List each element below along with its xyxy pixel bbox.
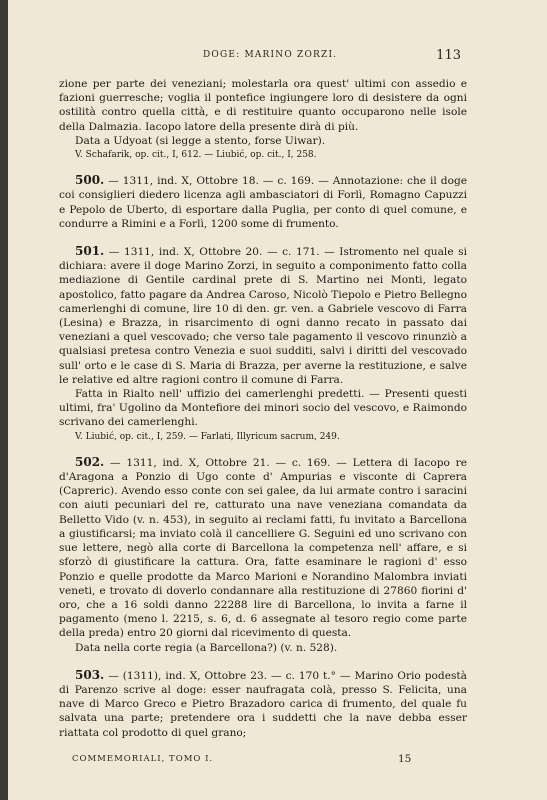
footer-signature: 15: [398, 753, 412, 765]
entry-text: — 1311, ind. X, Ottobre 20. — c. 171. — Istromento nel quale si dichiara: avere il doge Marino Zorzi, in seguito a componimento fatto colla mediazione di Gentile cardinal prete di S. Martino nei Monti, legato apostolico, fatto pagare da Andrea Caroso, Nicolò Tiepolo e Pietro Bellegno camerlenghi di comune, lire 10 di den. gr. ven. a Gabriele vescovo di Farra (Lesina) e Brazza, in risarcimento di ogni danno recato in passato dai veneziani a quel vescovado; che verso tale pagamento il vescovo rinunziò a qualsiasi pretesa contro Venezia e suoi sudditi, salvi i diritti del vescovado sull' orto e le case di S. Maria di Brazza, per averne la restituzione, e salve le relative ed altre ragioni contro il comune di Farra.: [59, 246, 467, 386]
intro-paragraph: zione per parte dei veneziani; molestarla ora quest' ultimi con assedio e fazioni guerresche; voglia il pontefice ingiungere loro di desistere da ogni ostilità contro quella città, e di restituire quanto occuparono nelle isole della Dalmazia. Iacopo latore della presente dirà di più.: [59, 78, 467, 133]
entry-number: 502.: [75, 454, 105, 469]
intro-source: V. Schafarik, op. cit., I, 612. — Liubić, op. cit., I, 258.: [75, 150, 317, 161]
entry-text: — 1311, ind. X, Ottobre 18. — c. 169. — Annotazione: che il doge coi consiglieri diedero licenza agli ambasciatori di Forlì, Romagno Capuzzi e Pepolo de Uberto, di esportare dalla Puglia, per conto di quel comune, e condurre a Rimini e a Forlì, 1200 some di frumento.: [59, 175, 467, 230]
footer-volume: COMMEMORIALI, TOMO I.: [72, 754, 214, 764]
header-title: DOGE: MARINO ZORZI.: [203, 50, 338, 60]
entry-number: 501.: [75, 244, 105, 259]
running-footer: [8, 754, 547, 770]
entry-501-extra: Fatta in Rialto nell' uffizio dei camerlenghi predetti. — Presenti questi ultimi, fra' Ugolino da Montefiore dei minori socio del vescovo, e Raimondo scrivano dei camerlenghi.: [59, 388, 467, 429]
page-body: [59, 77, 467, 740]
entry-502-extra: Data nella corte regia (a Barcellona?) (v. n. 528).: [75, 641, 338, 654]
intro-date-line: Data a Udyoat (si legge a stento, forse Uiwar).: [75, 134, 326, 147]
page-number: 113: [436, 48, 461, 63]
entry-503: [59, 668, 467, 740]
running-header: [8, 48, 547, 66]
entry-text: — 1311, ind. X, Ottobre 21. — c. 169. — Lettera di Iacopo re d'Aragona a Ponzio di Ugo conte d' Ampurias e visconte di Caprera (Capreric). Avendo esso conte con sei galee, da lui armate contro i saracini con aiuti pecuniari del re, catturato una nave veneziana comandata da Belletto Vido (v. n. 453), in seguito ai reclami fatti, fu invitato a Barcellona a giustificarsi; ma inviato colà il cancelliere G. Seguini ed uno scrivano con sue lettere, negò alla corte di Barcellona la competenza nell' affare, e si sforzò di giustificare la cattura. Ora, fatte esaminare le ragioni d' esso Ponzio e quelle prodotte da Marco Marioni e Norandino Malombra inviati veneti, e trovato di doverlo condannare alla restituzione di 27860 fiorini d' oro, che a 16 soldi danno 22288 lire di Barcellona, lo invita a farne il pagamento (meno l. 2215, s. 6, d. 6 assegnate al tesoro regio come parte della preda) entro 20 giorni dal ricevimento di questa.: [59, 456, 467, 640]
entry-500: [59, 173, 467, 231]
entry-text: — (1311), ind. X, Ottobre 23. — c. 170 t.° — Marino Orio podestà di Parenzo scrive al doge: esser naufragata colà, presso S. Felicita, una nave di Marco Greco e Pietro Brazadoro carica di frumento, del quale fu salvata una parte; pretendere ora i suddetti che la nave debba esser riattata col prodotto di quel grano;: [59, 669, 467, 739]
document-page: [8, 0, 547, 800]
entry-502: [59, 455, 467, 641]
entry-501: [59, 244, 467, 387]
entry-number: 503.: [75, 667, 105, 682]
entry-501-source: V. Liubić, op. cit., I, 259. — Farlati, Illyricum sacrum, 249.: [75, 431, 340, 442]
entry-number: 500.: [75, 173, 105, 188]
